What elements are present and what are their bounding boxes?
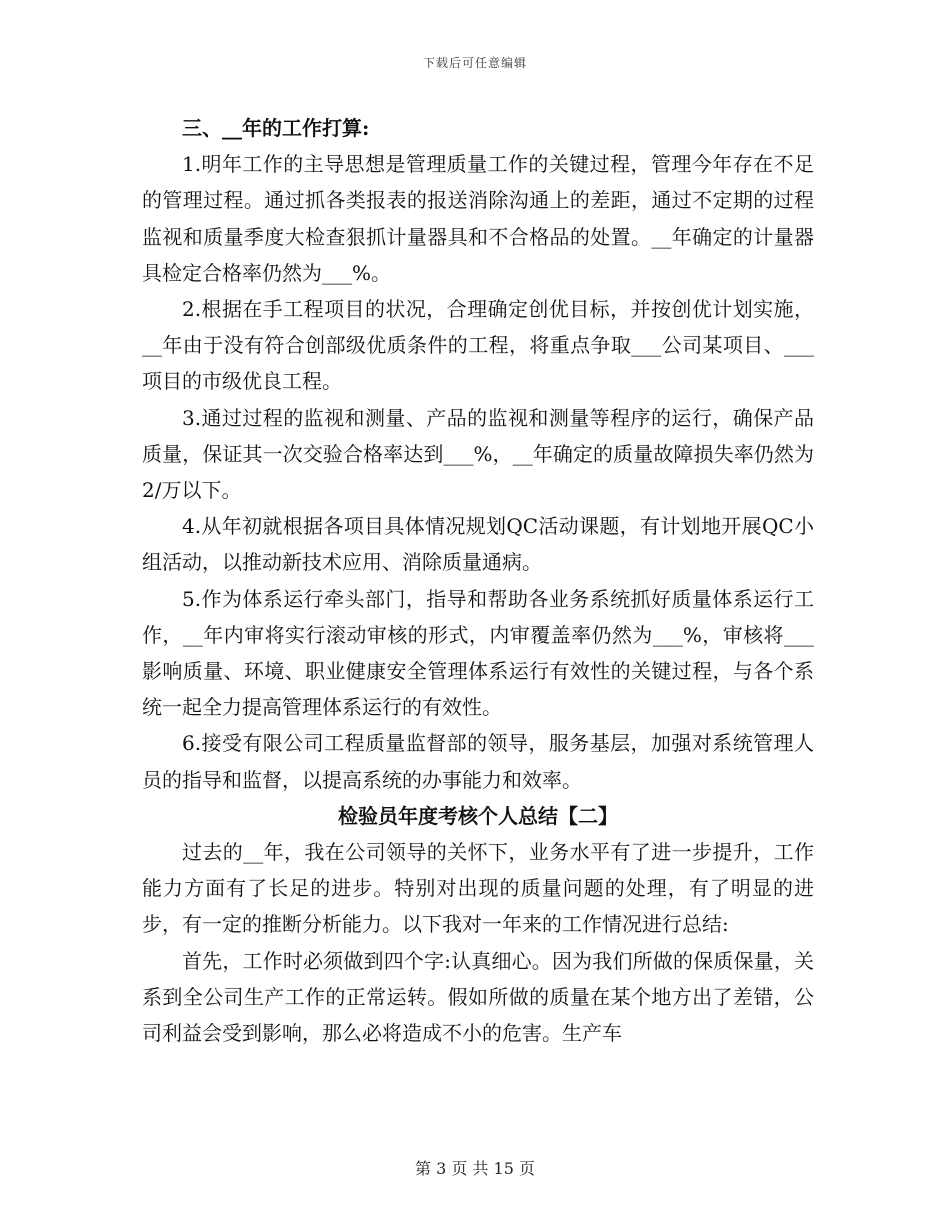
plan-item-3: 3.通过过程的监视和测量、产品的监视和测量等程序的运行，确保产品质量，保证其一次交验合格率达到___%，__年确定的质量故障损失率仍然为2/万以下。 <box>142 405 814 503</box>
plan-item-1: 1.明年工作的主导思想是管理质量工作的关键过程，管理今年存在不足的管理过程。通过抓各类报表的报送消除沟通上的差距，通过不定期的过程监视和质量季度大检查狠抓计量器具和不合格品的处置。__年确定的计量器具检定合格率仍然为___%。 <box>142 152 814 285</box>
document-body <box>142 110 814 1051</box>
page-header: 下载后可任意编辑 <box>422 56 527 70</box>
article-paragraph-1: 过去的__年，我在公司领导的关怀下，业务水平有了进一步提升，工作能力方面有了长足的进步。特别对出现的质量问题的处理，有了明显的进步，有一定的推断分析能力。以下我对一年来的工作情况进行总结: <box>142 840 814 937</box>
plan-item-6: 6.接受有限公司工程质量监督部的领导，服务基层，加强对系统管理人员的指导和监督，以提高系统的办事能力和效率。 <box>142 731 814 792</box>
plan-item-4: 4.从年初就根据各项目具体情况规划QC活动课题，有计划地开展QC小组活动，以推动新技术应用、消除质量通病。 <box>142 514 814 575</box>
plan-item-5: 5.作为体系运行牵头部门，指导和帮助各业务系统抓好质量体系运行工作，__年内审将实行滚动审核的形式，内审覆盖率仍然为___%，审核将___影响质量、环境、职业健康安全管理体系运行有效性的关键过程，与各个系统一起全力提高管理体系运行的有效性。 <box>142 586 814 720</box>
article-title: 检验员年度考核个人总结【二】 <box>338 803 618 828</box>
section-heading: 三、__年的工作打算: <box>182 116 370 140</box>
article-paragraph-2: 首先，工作时必须做到四个字:认真细心。因为我们所做的保质保量，关系到全公司生产工作的正常运转。假如所做的质量在某个地方出了差错，公司利益会受到影响，那么必将造成不小的危害。生产车 <box>142 948 814 1046</box>
plan-item-2: 2.根据在手工程项目的状况，合理确定创优目标，并按创优计划实施，__年由于没有符合创部级优质条件的工程，将重点争取___公司某项目、___项目的市级优良工程。 <box>142 297 814 394</box>
page-footer: 第 3 页 共 15 页 <box>415 1159 535 1178</box>
